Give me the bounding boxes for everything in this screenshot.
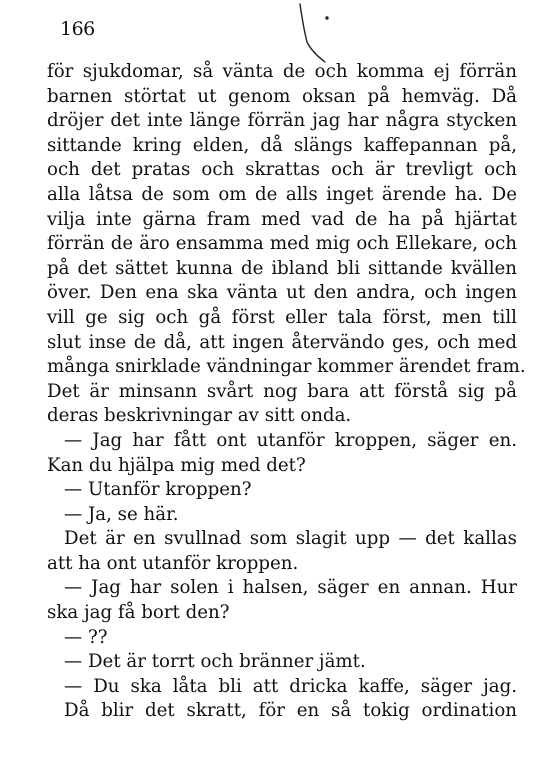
dialogue-line-26: — Du ska låta bli att dricka kaffe, säger jag.	[64, 675, 517, 697]
text-line-6: alla låtsa de som om de alls inget ärende ha. De	[47, 183, 517, 205]
text-line-13: många snirklade vändningar kommer ärendet fram.	[47, 356, 526, 378]
text-line-9: på det sättet kunna de ibland bli sittande kvällen	[47, 257, 517, 279]
text-line-23: ska jag få bort den?	[47, 602, 230, 624]
text-line-10: över. Den ena ska vänta ut den andra, och ingen	[47, 282, 517, 304]
text-line-14: Det är minsann svårt nog bara att förstå sig på	[47, 380, 517, 402]
text-line-11: vill ge sig och gå först eller tala först, men till	[47, 306, 517, 328]
text-line-21: att ha ont utanför kroppen.	[47, 552, 299, 574]
dialogue-line-16: — Jag har fått ont utanför kroppen, säger en.	[64, 429, 517, 451]
page-number: 166	[60, 18, 95, 40]
text-line-2: barnen störtat ut genom oksan på hemväg. Då	[47, 85, 517, 107]
dialogue-line-18: — Utanför kroppen?	[64, 479, 252, 501]
text-line-8: förrän de äro ensamma med mig och Ellekare, och	[47, 233, 517, 255]
text-line-4: sittande kring elden, då slängs kaffepannan på,	[47, 134, 517, 156]
text-line-20: Det är en svullnad som slagit upp — det kallas	[64, 528, 517, 550]
text-line-12: slut inse de då, att ingen återvändo ges, och med	[47, 331, 517, 353]
dialogue-line-19: — Ja, se här.	[64, 503, 179, 525]
text-line-15: deras beskrivningar av sitt onda.	[47, 405, 352, 427]
dialogue-line-25: — Det är torrt och bränner jämt.	[64, 651, 366, 673]
text-line-7: vilja inte gärna fram med vad de ha på hjärtat	[47, 208, 517, 230]
text-line-17: Kan du hjälpa mig med det?	[47, 454, 306, 476]
dialogue-line-24: — ??	[64, 626, 108, 648]
text-line-27: Då blir det skratt, för en så tokig ordination	[64, 700, 517, 722]
dialogue-line-22: — Jag har solen i halsen, säger en annan. Hur	[64, 577, 517, 599]
text-line-1: för sjukdomar, så vänta de och komma ej förrän	[47, 61, 517, 82]
body-text	[47, 60, 526, 724]
text-line-5: och det pratas och skrattas och är trevligt och	[47, 159, 517, 181]
text-line-3: dröjer det inte länge förrän jag har några stycken	[47, 110, 517, 132]
